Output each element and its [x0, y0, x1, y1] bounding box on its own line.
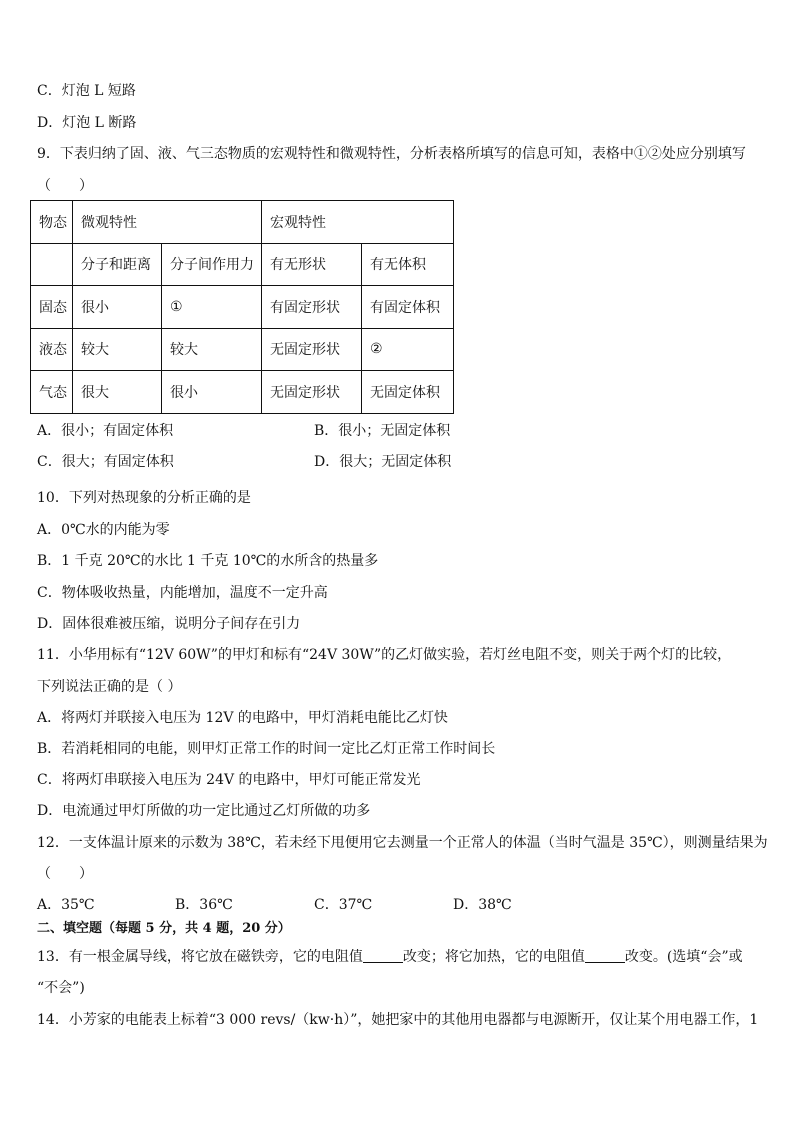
q9-option-c: C．很大；有固定体积 [37, 454, 174, 470]
states-table [30, 200, 454, 414]
table-cell: 液态 [31, 328, 73, 371]
table-subheader-row [31, 243, 454, 286]
question-12-paren: （ ） [37, 866, 93, 882]
q11-option-a: A．将两灯并联接入电压为 12V 的电路中，甲灯消耗电能比乙灯快 [37, 710, 448, 726]
table-cell: ② [362, 328, 454, 371]
question-11: 11．小华用标有“12V 60W”的甲灯和标有“24V 30W”的乙灯做实验，若灯丝电阻不变，则关于两个灯的比较， [37, 647, 732, 663]
q9-option-b: B．很小；无固定体积 [314, 423, 451, 439]
table-cell [31, 243, 73, 286]
answer-blank[interactable] [585, 948, 625, 963]
question-13-cont: “不会”) [37, 980, 85, 996]
table-row [31, 286, 454, 329]
q13-text-3: 改变。(选填“会”或 [624, 949, 743, 965]
question-14: 14．小芳家的电能表上标着“3 000 revs/（kw·h）”，她把家中的其他用电器都与电源断开，仅让某个用电器工作，1 [37, 1012, 759, 1028]
table-header-cell: 宏观特性 [262, 201, 454, 244]
question-9-paren: （ ） [37, 178, 93, 194]
option-d-prev: D．灯泡 L 断路 [37, 115, 137, 131]
table-cell: 有无形状 [262, 243, 362, 286]
table-cell: 有无体积 [362, 243, 454, 286]
table-cell: 很小 [73, 286, 162, 329]
table-row [31, 328, 454, 371]
q12-option-a: A．35℃ [37, 897, 95, 913]
table-header-cell: 微观特性 [73, 201, 262, 244]
table-cell: 分子间作用力 [162, 243, 262, 286]
table-cell: 无固定形状 [262, 371, 362, 414]
section-heading: 二、填空题（每题 5 分，共 4 题，20 分） [37, 921, 291, 936]
q9-option-d: D．很大；无固定体积 [314, 454, 452, 470]
table-cell: 很小 [162, 371, 262, 414]
table-cell: 气态 [31, 371, 73, 414]
table-cell: 有固定体积 [362, 286, 454, 329]
q12-option-d: D．38℃ [453, 897, 512, 913]
q13-text-1: 13．有一根金属导线，将它放在磁铁旁，它的电阻值 [37, 949, 363, 965]
question-12: 12．一支体温计原来的示数为 38℃，若未经下甩便用它去测量一个正常人的体温（当时气温是 35℃），则测量结果为 [37, 835, 768, 851]
question-9: 9．下表归纳了固、液、气三态物质的宏观特性和微观特性，分析表格所填写的信息可知，表格中①②处应分别填写 [37, 146, 746, 162]
table-cell: 无固定形状 [262, 328, 362, 371]
question-10: 10．下列对热现象的分析正确的是 [37, 490, 251, 506]
table-cell: ① [162, 286, 262, 329]
table-row [31, 371, 454, 414]
q12-option-c: C．37℃ [314, 897, 373, 913]
q11-option-b: B．若消耗相同的电能，则甲灯正常工作的时间一定比乙灯正常工作时间长 [37, 741, 496, 757]
table-cell: 较大 [162, 328, 262, 371]
question-11-cont: 下列说法正确的是（ ） [37, 679, 182, 695]
table-cell: 有固定形状 [262, 286, 362, 329]
q9-option-a: A．很小；有固定体积 [37, 423, 174, 439]
question-13 [37, 948, 743, 966]
answer-blank[interactable] [363, 948, 403, 963]
table-header-row [31, 201, 454, 244]
q12-option-b: B．36℃ [175, 897, 233, 913]
table-header-cell: 物态 [31, 201, 73, 244]
option-c-prev: C．灯泡 L 短路 [37, 83, 136, 99]
q10-option-b: B．1 千克 20℃的水比 1 千克 10℃的水所含的热量多 [37, 553, 379, 569]
table-cell: 固态 [31, 286, 73, 329]
q10-option-a: A．0℃水的内能为零 [37, 522, 170, 538]
q13-text-2: 改变；将它加热，它的电阻值 [402, 949, 585, 965]
q11-option-d: D．电流通过甲灯所做的功一定比通过乙灯所做的功多 [37, 803, 371, 819]
table-cell: 无固定体积 [362, 371, 454, 414]
q10-option-d: D．固体很难被压缩，说明分子间存在引力 [37, 616, 301, 632]
table-cell: 分子和距离 [73, 243, 162, 286]
q10-option-c: C．物体吸收热量，内能增加，温度不一定升高 [37, 585, 328, 601]
table-cell: 较大 [73, 328, 162, 371]
table-cell: 很大 [73, 371, 162, 414]
q11-option-c: C．将两灯串联接入电压为 24V 的电路中，甲灯可能正常发光 [37, 772, 421, 788]
